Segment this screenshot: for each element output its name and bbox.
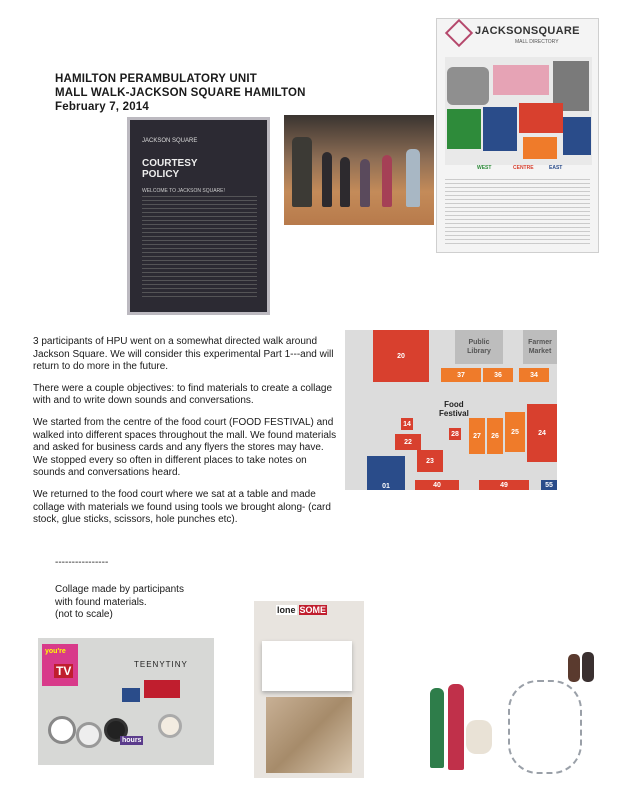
mall-hallway-photo <box>284 115 434 225</box>
library-block <box>455 330 503 364</box>
figure-cutout <box>582 652 594 682</box>
map-block <box>493 65 549 95</box>
directory-subtitle: MALL DIRECTORY <box>515 39 559 45</box>
farmers-market-block <box>523 330 557 364</box>
collage-cutout <box>144 680 180 698</box>
page-title <box>55 72 306 114</box>
watch-cutout <box>158 714 182 738</box>
map-unit-14: 14 <box>401 418 413 430</box>
shopper-figure <box>322 152 332 207</box>
map-unit-01: 01 <box>367 456 405 490</box>
figure-cutout <box>448 684 464 770</box>
collage-cutout <box>122 688 140 702</box>
shopper-figure <box>360 159 370 207</box>
market-label-2: Market <box>528 348 552 355</box>
jackson-square-logo-icon <box>445 19 473 47</box>
map-unit-28: 28 <box>449 428 461 440</box>
watch-cutout <box>48 716 76 744</box>
paragraph: There were a couple objectives: to find materials to create a collage with and to write down sounds and conversations. <box>33 382 333 407</box>
directory-brand: JACKSONSQUARE <box>475 25 580 37</box>
directory-listing <box>445 179 590 246</box>
centre-label: CENTRE <box>513 165 534 171</box>
paragraph: 3 participants of HPU went on a somewhat directed walk around Jackson Square. We will consider this experimental Part 1---and will return to do more in the future. <box>33 336 334 373</box>
collage-word-youre: you're <box>45 648 66 655</box>
library-label-1: Public <box>468 339 490 346</box>
map-unit-22: 22 <box>395 434 421 450</box>
shopper-figure <box>340 157 350 207</box>
collage-photo-3 <box>418 650 604 780</box>
title-line-1: HAMILTON PERAMBULATORY UNIT <box>55 73 257 85</box>
east-label: EAST <box>549 165 563 171</box>
directory-map <box>445 57 592 165</box>
collage-word-teenytiny: TEENYTINY <box>134 660 188 669</box>
collage-photo-2 <box>254 601 364 778</box>
map-unit-34: 34 <box>519 368 549 382</box>
collage-photo-1 <box>38 638 214 765</box>
policy-welcome: WELCOME TO JACKSON SQUARE! <box>142 188 225 194</box>
map-unit-37: 37 <box>441 368 481 382</box>
map-unit-27: 27 <box>469 418 485 454</box>
map-unit-40: 40 <box>415 480 459 490</box>
watch-cutout <box>76 722 102 748</box>
collage-word-some: SOME <box>299 605 327 615</box>
policy-title-2: POLICY <box>142 169 180 180</box>
shopper-figure <box>382 155 392 207</box>
caption-line-3: (not to scale) <box>55 609 113 620</box>
title-line-2: MALL WALK-JACKSON SQUARE HAMILTON <box>55 87 306 99</box>
map-unit-49: 49 <box>479 480 529 490</box>
paragraph: We started from the centre of the food court (FOOD FESTIVAL) and walked into different spaces throughout the mall. We found materials and asked for business cards and any flyers the stores may have. We stopped every so often in different places to take notes on sounds and conversations heard. <box>33 416 337 479</box>
paragraph: We returned to the food court where we sat at a table and made collage with materials we found using tools we brought along- (card stock, glue sticks, scissors, hole punches etc). <box>33 488 331 526</box>
market-label-1: Farmer <box>528 339 552 346</box>
collage-word-hours: hours <box>122 737 142 744</box>
map-unit-36: 36 <box>483 368 513 382</box>
paper-cutout <box>262 641 352 691</box>
festival-label: Festival <box>439 409 469 418</box>
map-unit-23: 23 <box>417 450 443 472</box>
paper-cutout <box>266 697 352 773</box>
courtesy-policy-photo <box>127 117 270 315</box>
map-unit-20: 20 <box>373 330 429 382</box>
map-block <box>447 67 489 105</box>
shopper-figure <box>406 149 420 207</box>
map-block <box>523 137 557 159</box>
body-text <box>33 336 337 536</box>
map-unit-24: 24 <box>527 404 557 462</box>
food-court-map <box>345 330 557 490</box>
mall-directory-photo <box>436 18 599 253</box>
map-unit-26: 26 <box>487 418 503 454</box>
policy-title-1: COURTESY <box>142 158 198 169</box>
map-block <box>483 107 517 151</box>
map-block <box>447 109 481 149</box>
collage-word-tv: TV <box>56 664 72 678</box>
food-label: Food <box>444 400 464 409</box>
map-block <box>563 117 591 155</box>
policy-text-lines <box>142 196 257 298</box>
library-label-2: Library <box>467 348 491 355</box>
map-block <box>519 103 563 133</box>
policy-header: JACKSON SQUARE <box>142 138 198 144</box>
title-date: February 7, 2014 <box>55 101 149 113</box>
west-label: WEST <box>477 165 492 171</box>
dog-cutout <box>466 720 492 754</box>
food-festival-label <box>439 400 469 418</box>
figure-cutout <box>568 654 580 682</box>
map-unit-25: 25 <box>505 412 525 452</box>
collage-word-lone: lone <box>277 605 296 615</box>
figure-cutout <box>430 688 444 768</box>
collage-caption <box>55 584 184 622</box>
collage-word-lonesome <box>276 605 327 615</box>
shopper-figure <box>292 137 312 207</box>
policy-title <box>142 158 198 180</box>
divider: ---------------- <box>55 557 109 568</box>
jewelry-cutout <box>508 680 582 774</box>
map-unit-55: 55 <box>541 480 557 490</box>
caption-line-2: with found materials. <box>55 596 147 608</box>
caption-line-1: Collage made by participants <box>55 584 184 595</box>
